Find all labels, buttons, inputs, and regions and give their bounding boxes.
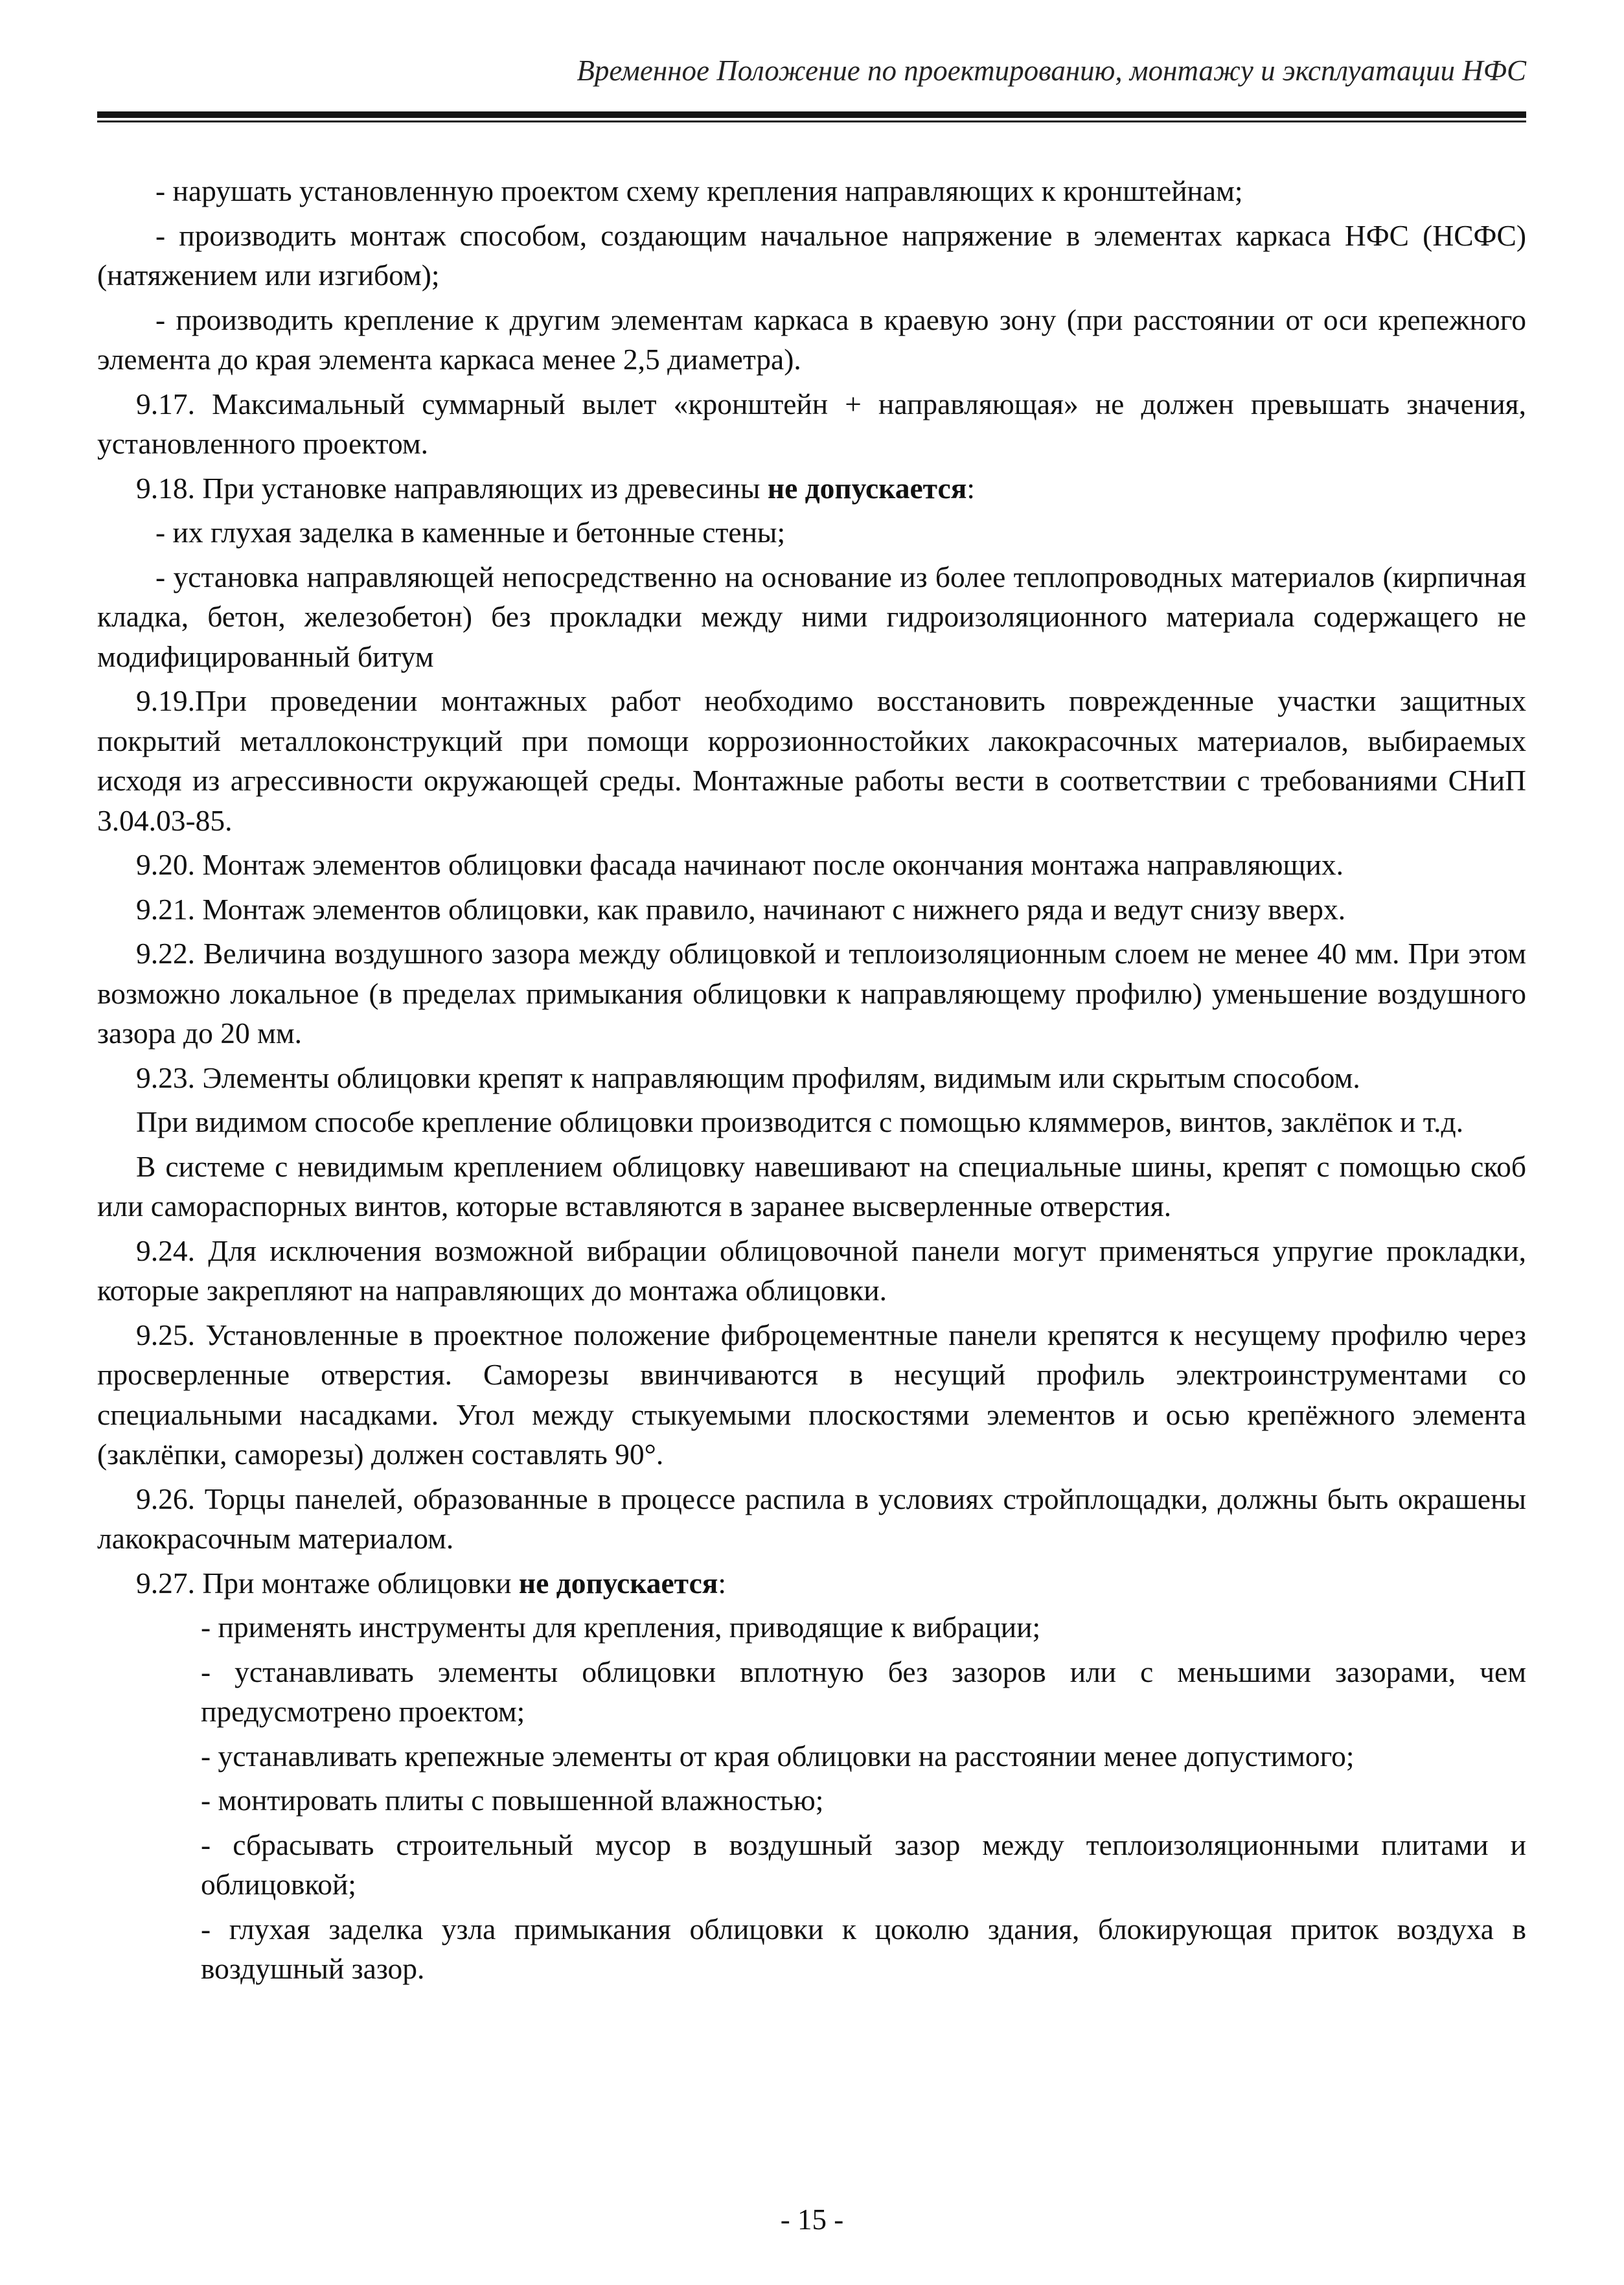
running-header: Временное Положение по проектированию, монтажу и эксплуатации НФС [577, 54, 1526, 87]
list-item: - сбрасывать строительный мусор в воздушный зазор между теплоизоляционными плитами и облицовкой; [201, 1828, 1526, 1901]
clause-emphasis: не допускается [767, 471, 967, 505]
paragraph: В системе с невидимым креплением облицовку навешивают на специальные шины, крепят с помощью скоб или самораспорных винтов, которые вставляются в заранее высверленные отверстия. [97, 1149, 1526, 1223]
list-item: - устанавливать крепежные элементы от края облицовки на расстоянии менее допустимого; [201, 1739, 1355, 1773]
clause-text: 9.27. При монтаже облицовки [136, 1566, 519, 1600]
list-item: - нарушать установленную проектом схему крепления направляющих к кронштейнам; [155, 174, 1243, 207]
clause-punct: : [966, 471, 976, 505]
header-rule-thick [97, 111, 1526, 118]
clause-9-21: 9.21. Монтаж элементов облицовки, как правило, начинают с нижнего ряда и ведут снизу вверх. [136, 892, 1346, 926]
page-number: - 15 - [780, 2203, 844, 2236]
list-item: - устанавливать элементы облицовки вплотную без зазоров или с меньшими зазорами, чем предусмотрено проектом; [201, 1655, 1526, 1728]
paragraph: При видимом способе крепление облицовки производится с помощью кляммеров, винтов, заклёпок и т.д. [136, 1105, 1464, 1138]
list-item: - установка направляющей непосредственно на основание из более теплопроводных материалов (кирпичная кладка, бетон, железобетон) без прокладки между ними гидроизоляционного материала содержащего не модифицированный битум [97, 560, 1526, 673]
list-item: - производить монтаж способом, создающим начальное напряжение в элементах каркаса НФС (НСФС) (натяжением или изгибом); [97, 218, 1526, 292]
clause-9-24: 9.24. Для исключения возможной вибрации облицовочной панели могут применяться упругие прокладки, которые закрепляют на направляющих до монтажа облицовки. [97, 1234, 1526, 1307]
list-item: - применять инструменты для крепления, приводящие к вибрации; [201, 1611, 1041, 1644]
clause-9-23: 9.23. Элементы облицовки крепят к направляющим профилям, видимым или скрытым способом. [136, 1061, 1360, 1094]
clause-9-27 [97, 1563, 1526, 1603]
clause-9-20: 9.20. Монтаж элементов облицовки фасада начинают после окончания монтажа направляющих. [136, 848, 1344, 881]
clause-9-25: 9.25. Установленные в проектное положение фиброцементные панели крепятся к несущему профилю через просверленные отверстия. Саморезы ввинчиваются в несущий профиль электроинструментами со специальными насадками. Угол между стыкуемыми плоскостями элементов и осью крепёжного элемента (заклёпки, саморезы) должен составлять 90°. [97, 1318, 1526, 1471]
clause-emphasis: не допускается [518, 1566, 718, 1600]
clause-9-19: 9.19.При проведении монтажных работ необходимо восстановить поврежденные участки защитных покрытий металлоконструкций при помощи коррозионностойких лакокрасочных материалов, выбираемых исходя из агрессивности окружающей среды. Монтажные работы вести в соответствии с требованиями СНиП 3.04.03-85. [97, 684, 1526, 837]
clause-9-26: 9.26. Торцы панелей, образованные в процессе распила в условиях стройплощадки, должны быть окрашены лакокрасочным материалом. [97, 1482, 1526, 1555]
list-item: - их глухая заделка в каменные и бетонные стены; [155, 516, 786, 549]
clause-9-18 [97, 468, 1526, 509]
clause-punct: : [718, 1566, 727, 1600]
clause-9-22: 9.22. Величина воздушного зазора между облицовкой и теплоизоляционным слоем не менее 40 мм. При этом возможно локальное (в пределах примыкания облицовки к направляющему профилю) уменьшение воздушного зазора до 20 мм. [97, 937, 1526, 1050]
clause-text: 9.18. При установке направляющих из древесины [136, 471, 768, 505]
clause-9-17: 9.17. Максимальный суммарный вылет «кронштейн + направляющая» не должен превышать значения, установленного проектом. [97, 387, 1526, 460]
list-item: - глухая заделка узла примыкания облицовки к цоколю здания, блокирующая приток воздуха в воздушный зазор. [201, 1912, 1526, 1985]
list-item: - монтировать плиты с повышенной влажностью; [201, 1784, 824, 1817]
header-rule-thin [97, 121, 1526, 122]
list-item: - производить крепление к другим элементам каркаса в краевую зону (при расстоянии от оси крепежного элемента до края элемента каркаса менее 2,5 диаметра). [97, 303, 1526, 376]
page-body [97, 171, 1526, 1993]
